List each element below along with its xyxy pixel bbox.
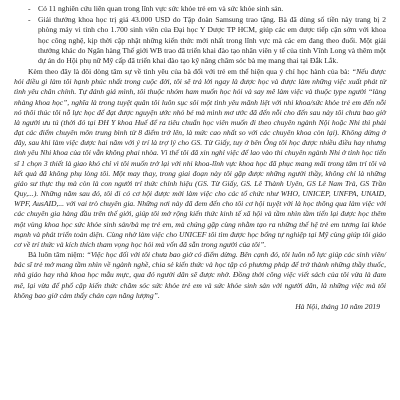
paragraph-intro: Kèm theo đây là đôi dòng tâm sự về tình yêu của bà đối với trẻ em thể hiện qua ý chí học hành của bà: xyxy=(28,67,350,77)
paragraph-quote: “Nếu được hỏi điều gì làm tôi hạnh phúc nhất trong cuộc đời, tôi sẽ trả lời ngay là được học và được làm những việc xuất phát từ tình yêu chân chính. Tự đánh giá mình, tôi thuộc nhóm ham muốn học hỏi và say mê làm việc và thuộc type người “làng nhàng khoa học”, nghĩa là trong tuyệt quân tôi luôn sục sôi một tình yêu mãnh liệt với nhi khoa/sức khỏe trẻ em đến nỗi nó thôi thúc tôi nỗ lực học để đạt được nguyện ước nhỏ bé mà mình mơ ước đã đến nỗi cho đến sau này tôi chưa bao giờ là người ưu tú (thời đó tại ĐH Y khoa Huế để ra tiêu chuẩn học viên muốn đi theo chuyên ngành Nội hoặc Nhi thì phải đạt các điểm chuyên môn trung bình từ 8 điểm trở lên, là mức cao nhất so với các chuyên khoa còn lại). Không dừng ở đây, sau khi làm việc được hai năm với ý trí là trợ lý cho GS. Từ Giấy, tuy ở bên Ông tôi học được nhiều điều hay nhưng tình yêu Nhi khoa của tôi vẫn không phai nhòa. Vì thế tôi đã xin nghỉ việc để lao vào thi chuyên ngành Nhi ở tỉnh học tiến sĩ 1 chọn 3 thiết là giao khó chỉ vì tôi muốn trở lại với nhi khoa-lĩnh vực khoa học đã phục mang mãi trong tâm trí tôi và kết quả đã không phụ lòng tôi. Một may thay, trong giai đoạn này tôi gặp được những người thầy, không chỉ là những giáo sư thực thụ mà còn là con người trí thức chính hiệu (GS. Từ Giấy, GS. Lê Thành Uyên, GS Lê Nam Trà, GS Trần Quy,...). Những năm sau đó, tôi đi có cơ hội được mời làm việc cho các tổ chức như WHO, UNICEP, UNFPA, UNAID, WPF, AusAID,... với vai trò chuyên gia. Những nơi này đã đem đến cho tôi cơ hội tuyệt vời là học thông qua làm việc với các chuyên gia hàng đầu trên thế giới, giúp tôi mở rộng kiến thức kinh tế xã hội và tầm nhìn tầm tiến lại được học thêm một vùng khoa học sức khỏe sinh sản/bà mẹ trẻ em, mà chúng gặp cùng nhằm tạo ra những thế hệ trẻ em tương lai khỏe mạnh và phát triển toàn diện. Cùng nhờ làm việc cho UNICEF tôi tìm được học bổng tự nghiệp tại Mỹ cùng giúp tôi giáo cơ về trí thức và kích thích tham vọng học hỏi mà vốn đã sẵn trong người của tôi”. xyxy=(14,67,386,249)
bullet-text: Có 11 nghiên cứu liên quan trong lĩnh vực sức khỏe trẻ em và sức khỏe sinh sản. xyxy=(38,4,284,13)
signoff-date: Hà Nội, tháng 10 năm 2019 xyxy=(295,301,380,311)
paragraph-motto xyxy=(14,250,386,301)
bullet-dash: - xyxy=(28,15,31,25)
bullet-text: Giải thưởng khoa học trị giá 43.000 USD do Tập đoàn Samsung trao tặng. Bà đã dùng số tiền này trang bị 2 phòng máy vi tính cho 1.700 sinh viên của Đại học Y Dược TP HCM, giúp các em được tiếp cận sớm với khoa học công nghệ, kịp thời cập nhật những kiến thức mới nhất trong lĩnh vực mà các em đang theo đuổi. Một giải thưởng khác do Ngân hàng Thế giới WB trao đã triển khai đào tạo nhân viên y tế của tỉnh Vĩnh Long và thêm một dự án do Hội phụ nữ Mỹ cấp đã triển khai đào tạo kỹ năng chăm sóc bà mẹ mang thai tại Đắk Lắk. xyxy=(38,15,386,65)
paragraph-intro: Bà luôn tâm niệm: xyxy=(28,250,85,260)
bullet-dash: - xyxy=(28,4,31,13)
bullet-item xyxy=(14,4,386,14)
paragraph-love-for-children xyxy=(14,67,386,250)
bullet-item xyxy=(14,15,386,66)
paragraph-quote: “Việc học đối với tôi chưa bao giờ có điểm dừng. Bên cạnh đó, tôi luôn nỗ lực giúp các sinh viên/ bác sĩ trẻ mở mang tầm nhìn về ngành nghề, chia sẻ kiến thức và học tập có phương pháp để trở thành những thầy thuốc, nhà giáo hay nhà khoa học mẫu mực, qua đó người dân sẽ được nhờ. Đồng thời công việc viết sách của tôi vừa là đam mê, lại vừa để phổ cập kiến thức chăm sóc sức khỏe trẻ em và sức khỏe sinh sản với người dân, là những việc mà tôi không bao giờ cảm thấy chán cạn năng lượng”. xyxy=(14,250,387,300)
